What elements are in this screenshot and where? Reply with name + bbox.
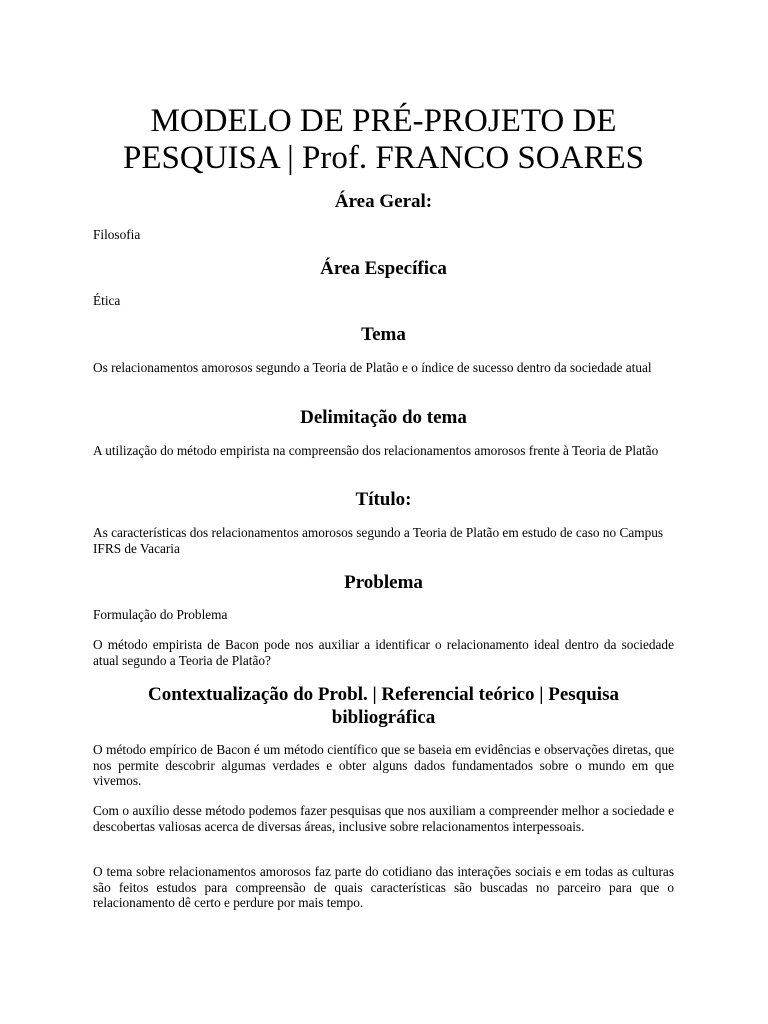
- subheading-formulacao: Formulação do Problema: [93, 607, 228, 622]
- text-tema: Os relacionamentos amorosos segundo a Teoria de Platão e o índice de sucesso dentro da sociedade atual: [93, 360, 652, 375]
- heading-area-geral: Área Geral:: [334, 191, 433, 212]
- text-titulo: As características dos relacionamentos amorosos segundo a Teoria de Platão em estudo de caso no Campus IFRS de Vacaria: [93, 525, 664, 556]
- text-delimitacao: A utilização do método empirista na compreensão dos relacionamentos amorosos frente à Teoria de Platão: [93, 443, 659, 458]
- heading-titulo: Título:: [355, 489, 412, 510]
- paragraph-context-2: Com o auxílio desse método podemos fazer pesquisas que nos auxiliam a compreender melhor a sociedade e descobertas valiosas acerca de diversas áreas, inclusive sobre relacionamentos interpessoais.: [93, 803, 674, 834]
- document-title: MODELO DE PRÉ-PROJETO DE PESQUISA | Prof. FRANCO SOARES: [123, 103, 644, 176]
- heading-contextualizacao: Contextualização do Probl. | Referencial teórico | Pesquisa bibliográfica: [148, 684, 619, 728]
- paragraph-context-1: O método empírico de Bacon é um método científico que se baseia em evidências e observações diretas, que nos permite descobrir algumas verdades e obter alguns dados fundamentados sobre o mundo em que vivemos.: [93, 742, 674, 788]
- heading-delimitacao: Delimitação do tema: [300, 407, 467, 428]
- text-problema: O método empirista de Bacon pode nos auxiliar a identificar o relacionamento ideal dentro da sociedade atual segundo a Teoria de Platão?: [93, 637, 674, 668]
- text-area-geral: Filosofia: [93, 227, 141, 242]
- paragraph-context-3: O tema sobre relacionamentos amorosos faz parte do cotidiano das interações sociais e em todas as culturas são feitos estudos para compreensão de quais características são buscadas no parceiro para que o relacionamento dê certo e perdure por mais tempo.: [93, 864, 674, 910]
- heading-area-especifica: Área Específica: [320, 258, 447, 279]
- text-area-especifica: Ética: [93, 293, 121, 308]
- heading-problema: Problema: [344, 572, 423, 593]
- heading-tema: Tema: [361, 324, 406, 345]
